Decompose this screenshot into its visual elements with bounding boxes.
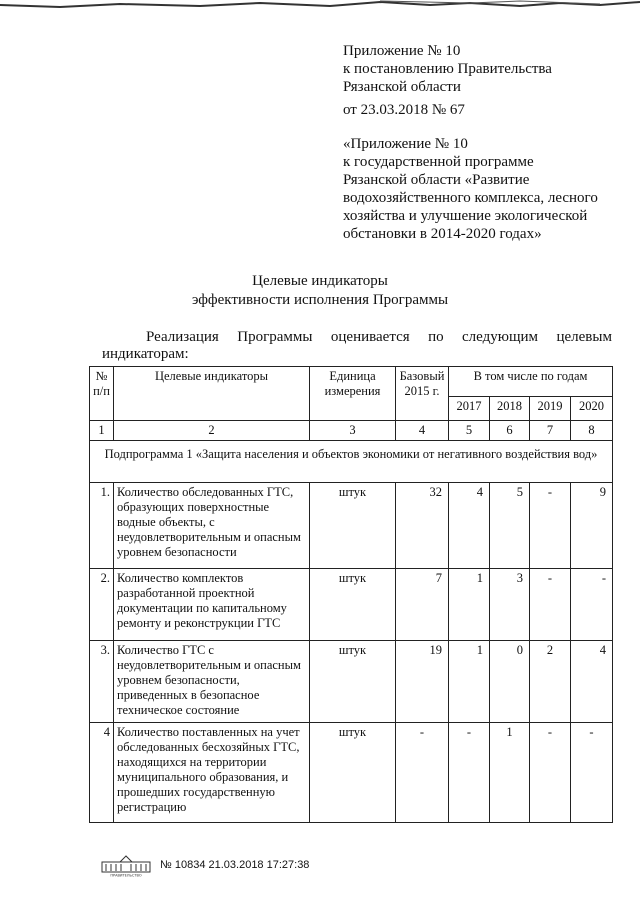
intro-paragraph bbox=[102, 329, 612, 363]
government-building-icon bbox=[100, 853, 152, 877]
row-2020: 9 bbox=[571, 483, 613, 569]
column-numbers-row bbox=[90, 421, 613, 441]
intro-word: по bbox=[428, 329, 444, 345]
row-2018: 3 bbox=[490, 569, 530, 641]
row-2019: - bbox=[530, 723, 571, 823]
row-number: 1. bbox=[90, 483, 114, 569]
annex-header bbox=[343, 42, 552, 119]
header-no: № п/п bbox=[90, 367, 114, 421]
header-year: 2017 bbox=[449, 397, 490, 421]
intro-word: Реализация bbox=[146, 329, 219, 345]
header-years-group: В том числе по годам bbox=[449, 367, 613, 397]
row-base: - bbox=[396, 723, 449, 823]
document-title bbox=[0, 272, 640, 310]
annex-line: к государственной программе bbox=[343, 154, 534, 170]
row-indicator: Количество поставленных на учет обследованных бесхозяйных ГТС, находящихся на территории муниципального образования, и прошедших государственную регистрацию bbox=[114, 723, 310, 823]
row-unit: штук bbox=[310, 569, 396, 641]
row-number: 3. bbox=[90, 641, 114, 723]
row-2017: 4 bbox=[449, 483, 490, 569]
annex-line: к постановлению Правительства bbox=[343, 61, 552, 77]
row-number: 4 bbox=[90, 723, 114, 823]
column-number: 6 bbox=[490, 421, 530, 441]
row-base: 32 bbox=[396, 483, 449, 569]
intro-word: оценивается bbox=[330, 329, 410, 345]
column-number: 4 bbox=[396, 421, 449, 441]
annex-line: водохозяйственного комплекса, лесного bbox=[343, 190, 598, 206]
row-2020: 4 bbox=[571, 641, 613, 723]
subprogram-title: Подпрограмма 1 «Защита населения и объектов экономики от негативного воздействия вод» bbox=[90, 441, 613, 483]
stamp-caption: ПРАВИТЕЛЬСТВО bbox=[110, 873, 142, 877]
annex-line: обстановки в 2014-2020 годах» bbox=[343, 226, 542, 242]
column-number: 3 bbox=[310, 421, 396, 441]
header-year: 2020 bbox=[571, 397, 613, 421]
table-row bbox=[90, 483, 613, 569]
row-2019: 2 bbox=[530, 641, 571, 723]
column-number: 2 bbox=[114, 421, 310, 441]
annex-line: Рязанской области «Развитие bbox=[343, 172, 530, 188]
indicators-table bbox=[89, 366, 613, 823]
annex-line: «Приложение № 10 bbox=[343, 136, 468, 152]
header-base: Базовый 2015 г. bbox=[396, 367, 449, 421]
column-number: 5 bbox=[449, 421, 490, 441]
row-2017: 1 bbox=[449, 641, 490, 723]
registration-footer bbox=[100, 852, 309, 878]
annex-line: Рязанской области bbox=[343, 79, 461, 95]
registration-number: № 10834 21.03.2018 17:27:38 bbox=[160, 859, 310, 871]
title-line: Целевые индикаторы bbox=[252, 273, 388, 289]
column-number: 8 bbox=[571, 421, 613, 441]
annex-line: Приложение № 10 bbox=[343, 43, 461, 59]
column-number: 1 bbox=[90, 421, 114, 441]
header-year: 2019 bbox=[530, 397, 571, 421]
row-2018: 5 bbox=[490, 483, 530, 569]
column-number: 7 bbox=[530, 421, 571, 441]
intro-word: целевым bbox=[556, 329, 612, 345]
annex-line: от 23.03.2018 № 67 bbox=[343, 102, 465, 118]
table-row bbox=[90, 641, 613, 723]
row-unit: штук bbox=[310, 641, 396, 723]
row-indicator: Количество обследованных ГТС, образующих поверхностные водные объекты, с неудовлетворительным и опасным уровнем безопасности bbox=[114, 483, 310, 569]
row-indicator: Количество ГТС с неудовлетворительным и опасным уровнем безопасности, приведенных в безопасное техническое состояние bbox=[114, 641, 310, 723]
row-base: 7 bbox=[396, 569, 449, 641]
intro-word: Программы bbox=[237, 329, 313, 345]
row-unit: штук bbox=[310, 723, 396, 823]
header-year: 2018 bbox=[490, 397, 530, 421]
row-2019: - bbox=[530, 569, 571, 641]
header-unit: Единица измерения bbox=[310, 367, 396, 421]
row-unit: штук bbox=[310, 483, 396, 569]
table-row bbox=[90, 569, 613, 641]
row-2018: 1 bbox=[490, 723, 530, 823]
row-2017: - bbox=[449, 723, 490, 823]
subprogram-row bbox=[90, 441, 613, 483]
annex-line: хозяйства и улучшение экологической bbox=[343, 208, 588, 224]
program-annex-header bbox=[343, 135, 598, 243]
row-2018: 0 bbox=[490, 641, 530, 723]
row-2020: - bbox=[571, 723, 613, 823]
scan-edge bbox=[0, 0, 640, 14]
title-line: эффективности исполнения Программы bbox=[191, 292, 449, 308]
intro-word: следующим bbox=[462, 329, 539, 345]
table-row bbox=[90, 723, 613, 823]
row-number: 2. bbox=[90, 569, 114, 641]
intro-line: индикаторам: bbox=[102, 346, 189, 362]
row-indicator: Количество комплектов разработанной проектной документации по капитальному ремонту и реконструкции ГТС bbox=[114, 569, 310, 641]
row-2019: - bbox=[530, 483, 571, 569]
row-2020: - bbox=[571, 569, 613, 641]
header-indicator: Целевые индикаторы bbox=[114, 367, 310, 421]
row-base: 19 bbox=[396, 641, 449, 723]
row-2017: 1 bbox=[449, 569, 490, 641]
